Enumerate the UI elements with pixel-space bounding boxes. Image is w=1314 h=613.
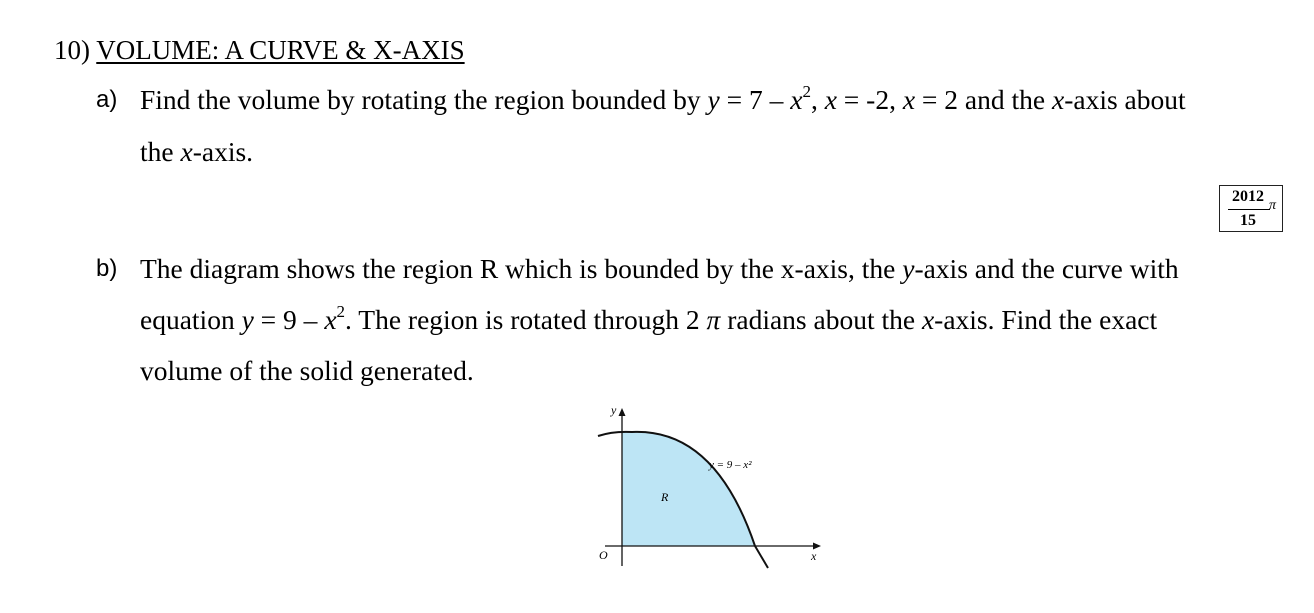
part-b-line-3: volume of the solid generated. [140,355,474,386]
shaded-region-r [622,432,755,546]
y-axis-arrowhead [619,408,626,416]
answer-box [1219,185,1283,232]
part-b-label: b) [96,255,118,282]
question-title: VOLUME: A CURVE & X-AXIS [96,35,465,65]
region-diagram [585,400,847,590]
origin-label: O [599,548,608,562]
question-number: 10) [54,35,90,65]
part-a-line-2: the x-axis. [140,136,254,167]
part-b-line-1: The diagram shows the region R which is bounded by the x-axis, the y-axis and the curve with [140,253,1179,284]
answer-denominator: 15 [1240,212,1256,229]
part-a-label: a) [96,86,118,113]
question-heading [54,33,465,67]
answer-pi-symbol: π [1269,198,1277,213]
curve-equation-label: y = 9 – x² [709,459,752,471]
part-a-line-1: Find the volume by rotating the region bounded by $y = 7 - x^2$, x = -2, x = 2 and the x-axis about [140,81,1186,115]
answer-numerator: 2012 [1232,188,1264,205]
fraction-bar [1228,209,1270,210]
x-axis-label: x [811,549,817,563]
part-b-line-2: equation $y = 9 - x^2$. The region is rotated through 2 π radians about the x-axis. Find the exact [140,301,1158,335]
region-label: R [661,490,669,504]
y-axis-label: y [611,403,617,417]
